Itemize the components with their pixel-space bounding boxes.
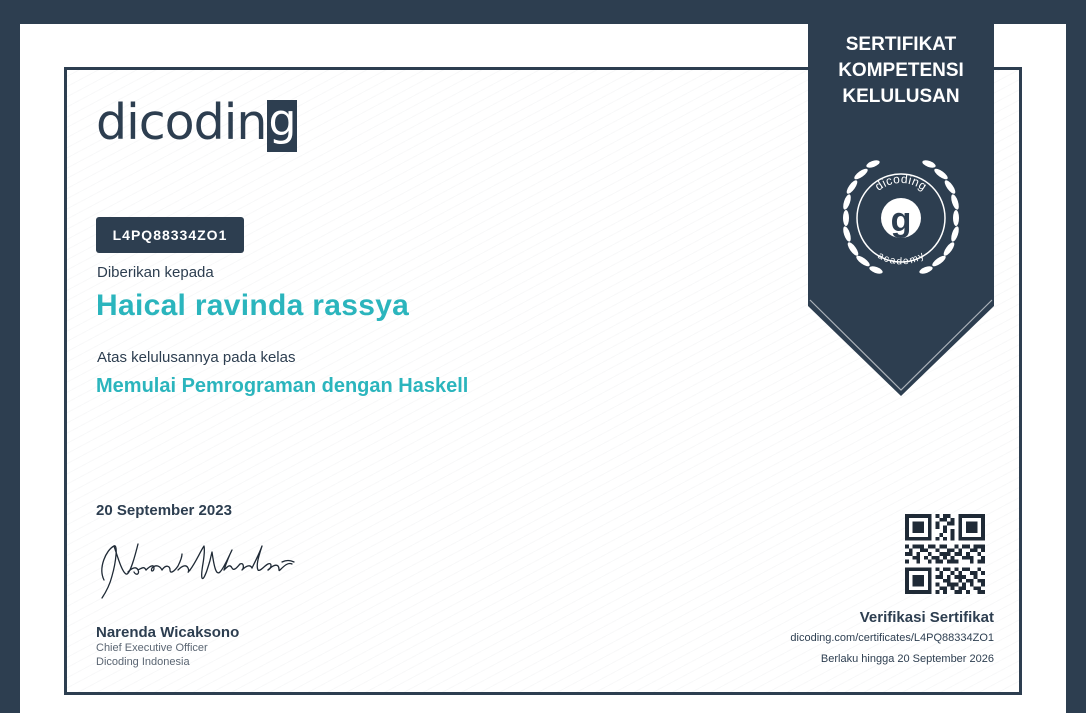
ribbon-title-line2: KOMPETENSI xyxy=(838,60,964,81)
ribbon-title-line3: KELULUSAN xyxy=(842,86,960,107)
dicoding-logo xyxy=(96,94,297,158)
recipient-name: Haical ravinda rassya xyxy=(96,289,410,322)
ribbon-title xyxy=(808,32,994,110)
course-name: Memulai Pemrograman dengan Haskell xyxy=(96,375,469,397)
certificate-code-badge: L4PQ88334ZO1 xyxy=(96,217,244,253)
signer-role: Chief Executive Officer xyxy=(96,642,208,654)
seal-top-text: dicoding xyxy=(872,171,930,194)
logo-wordmark: dicodin xyxy=(96,94,267,151)
valid-until-text: Berlaku hingga 20 September 2026 xyxy=(820,653,994,665)
signer-name: Narenda Wicaksono xyxy=(96,624,240,641)
for-passing-label: Atas kelulusannya pada kelas xyxy=(97,349,296,366)
given-to-label: Diberikan kepada xyxy=(97,264,214,281)
logo-g-block: g xyxy=(267,100,297,152)
svg-text:dicoding xyxy=(872,172,930,194)
ribbon-title-line1: SERTIFIKAT xyxy=(845,34,957,55)
academy-seal-icon xyxy=(832,152,970,282)
seal-letter: g xyxy=(890,201,912,239)
qr-code-icon[interactable] xyxy=(905,514,985,594)
signature-image xyxy=(92,532,302,604)
verification-url-link[interactable]: dicoding.com/certificates/L4PQ88334ZO1 xyxy=(790,632,994,644)
signer-organization: Dicoding Indonesia xyxy=(96,656,190,668)
verification-title: Verifikasi Sertifikat xyxy=(859,609,994,626)
seal-bottom-text: academy xyxy=(875,250,927,268)
issue-date: 20 September 2023 xyxy=(96,502,232,519)
